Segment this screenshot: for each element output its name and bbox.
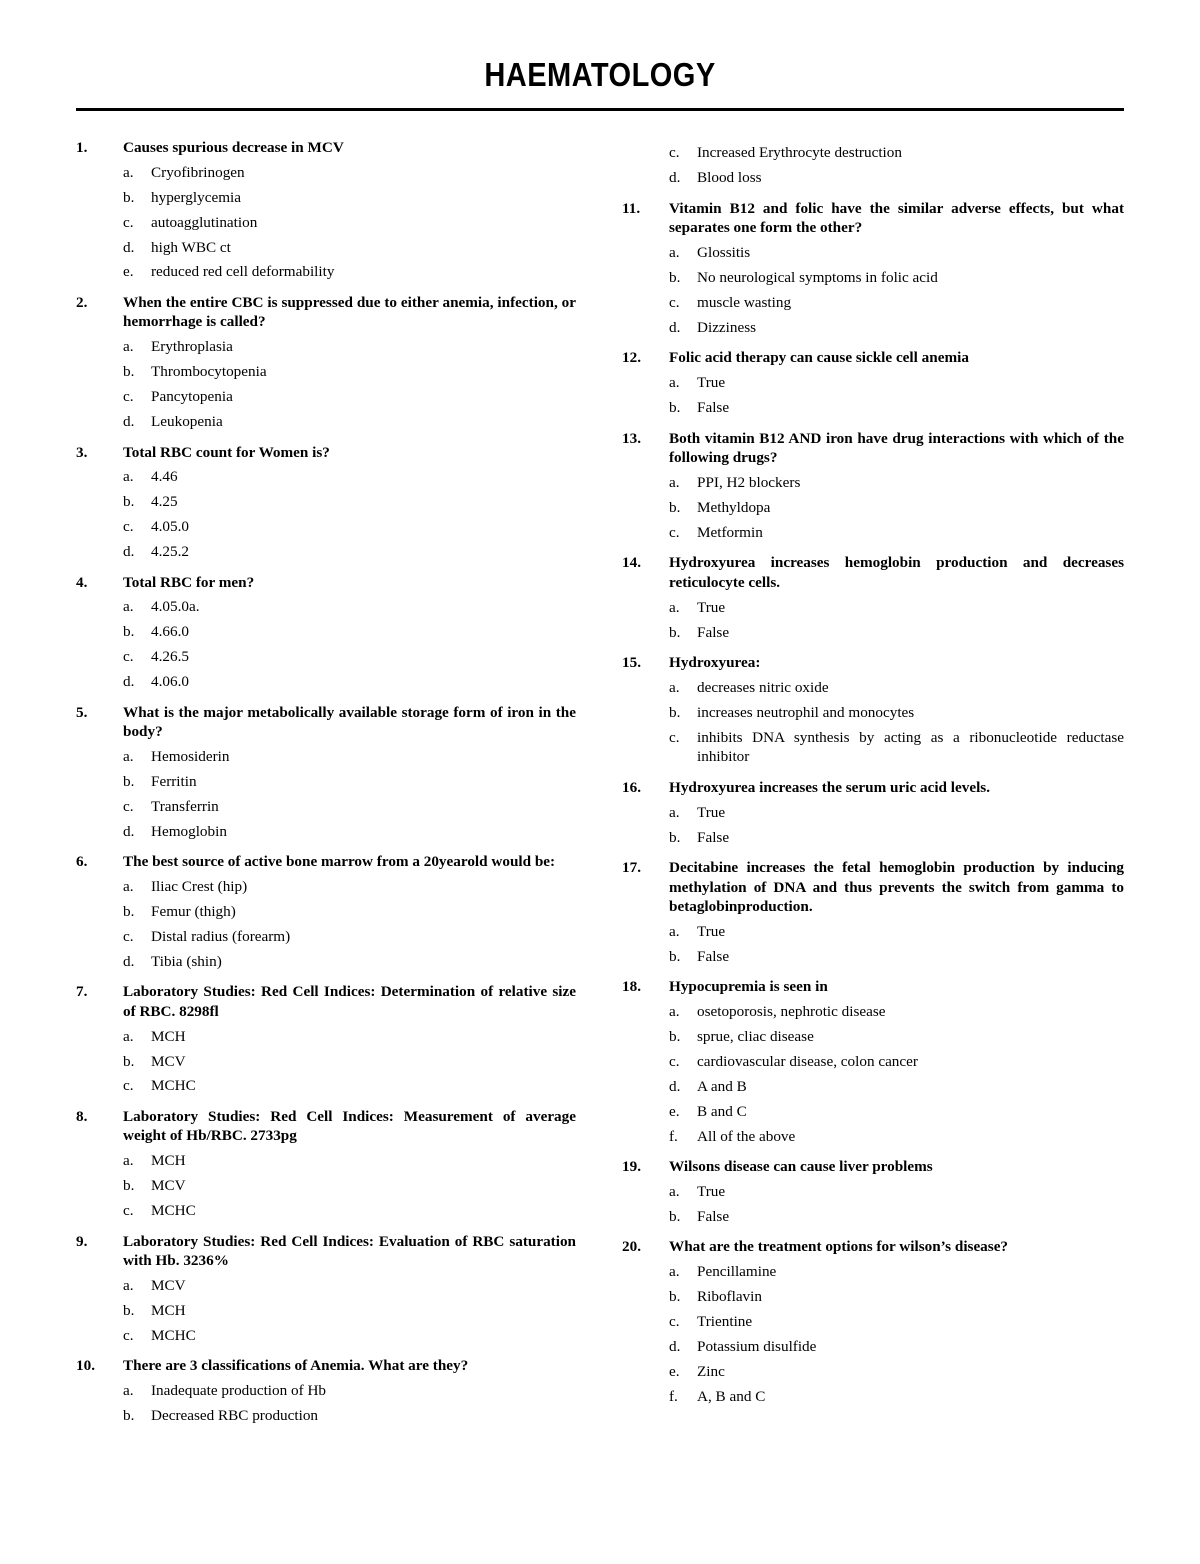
option-text: Pancytopenia <box>151 388 233 406</box>
option-letter: b. <box>123 623 135 641</box>
option-letter: b. <box>669 1288 681 1306</box>
option-text: 4.25 <box>151 493 178 511</box>
question-text: What are the treatment options for wilson’s disease? <box>669 1238 1009 1256</box>
page-title: HAEMATOLOGY <box>484 56 716 93</box>
question-number: 12. <box>622 349 641 367</box>
question-number: 11. <box>622 199 641 217</box>
question-header <box>622 858 1124 917</box>
question-item <box>622 1237 1124 1406</box>
question-text: Laboratory Studies: Red Cell Indices: Determination of relative size of RBC. 8298fl <box>123 983 576 1020</box>
option-text: Glossitis <box>697 244 751 262</box>
answer-option <box>669 143 1124 163</box>
answer-option <box>123 238 576 258</box>
question-header <box>76 443 576 463</box>
question-text: Vitamin B12 and folic have the similar adverse effects, but what separates one form the other? <box>669 199 1124 237</box>
option-text: MCV <box>151 1052 186 1070</box>
option-letter: c. <box>123 518 134 536</box>
question-item <box>76 573 576 692</box>
option-letter: b. <box>669 498 681 516</box>
question-text: Hydroxyurea increases hemoglobin production and decreases reticulocyte cells. <box>669 554 1124 591</box>
option-text: Cryofibrinogen <box>151 163 245 181</box>
option-letter: c. <box>123 1077 134 1095</box>
option-letter: c. <box>123 213 134 231</box>
option-text: decreases nitric oxide <box>697 678 829 696</box>
answer-option <box>669 1102 1124 1122</box>
question-item <box>622 858 1124 966</box>
question-header <box>76 852 576 872</box>
option-text: MCH <box>151 1301 186 1319</box>
question-number: 2. <box>76 293 88 311</box>
option-letter: b. <box>669 1207 681 1225</box>
answer-option <box>123 1381 576 1401</box>
question-number: 17. <box>622 859 641 877</box>
option-letter: f. <box>669 1127 678 1145</box>
question-text: Total RBC count for Women is? <box>123 443 330 461</box>
option-letter: a. <box>123 598 134 616</box>
option-text: muscle wasting <box>697 293 792 311</box>
option-text: Transferrin <box>151 797 219 815</box>
question-number: 13. <box>622 429 641 447</box>
answer-option <box>123 1326 576 1346</box>
answer-option <box>123 927 576 947</box>
question-number: 8. <box>76 1107 88 1125</box>
question-header <box>622 1157 1124 1177</box>
option-letter: a. <box>669 1003 680 1021</box>
option-text: MCHC <box>151 1077 196 1095</box>
option-letter: a. <box>123 1027 134 1045</box>
option-letter: a. <box>123 748 134 766</box>
answer-option <box>123 647 576 667</box>
question-number: 20. <box>622 1238 641 1256</box>
option-text: increases neutrophil and monocytes <box>697 703 915 721</box>
answer-option <box>123 387 576 407</box>
question-header <box>76 1232 576 1271</box>
answer-option <box>669 1052 1124 1072</box>
option-letter: c. <box>669 293 680 311</box>
answer-option <box>669 1387 1124 1407</box>
option-text: reduced red cell deformability <box>151 263 335 281</box>
answer-option <box>123 1076 576 1096</box>
option-text: Trientine <box>697 1313 753 1331</box>
option-letter: b. <box>123 772 135 790</box>
answer-option <box>123 622 576 642</box>
answer-option <box>669 398 1124 418</box>
option-text: Erythroplasia <box>151 338 233 356</box>
question-number: 7. <box>76 983 88 1001</box>
option-letter: c. <box>123 797 134 815</box>
question-text: When the entire CBC is suppressed due to either anemia, infection, or hemorrhage is called? <box>123 293 576 331</box>
answer-option <box>123 492 576 512</box>
option-text: inhibits DNA synthesis by acting as a ribonucleotide reductase inhibitor <box>697 728 1124 766</box>
answer-option <box>123 672 576 692</box>
option-text: Hemosiderin <box>151 748 230 766</box>
question-text: Total RBC for men? <box>123 573 255 591</box>
answer-option <box>669 168 1124 188</box>
option-letter: c. <box>669 1052 680 1070</box>
option-text: B and C <box>697 1102 747 1120</box>
question-header <box>76 138 576 158</box>
option-text: Hemoglobin <box>151 822 227 840</box>
question-number: 6. <box>76 853 88 871</box>
answer-option <box>123 1052 576 1072</box>
question-text: Hydroxyurea increases the serum uric acid levels. <box>669 778 991 796</box>
option-letter: a. <box>123 468 134 486</box>
question-text: Causes spurious decrease in MCV <box>123 139 344 156</box>
option-letter: a. <box>123 878 134 896</box>
answer-option <box>123 188 576 208</box>
answer-option <box>123 542 576 562</box>
option-letter: d. <box>123 822 135 840</box>
option-text: Increased Erythrocyte destruction <box>697 144 902 162</box>
answer-option <box>123 1301 576 1321</box>
option-letter: c. <box>123 1202 134 1220</box>
question-item <box>622 778 1124 847</box>
option-text: True <box>697 922 726 940</box>
question-header <box>622 977 1124 997</box>
answer-option <box>669 498 1124 518</box>
answer-option <box>669 728 1124 767</box>
answer-option <box>669 1337 1124 1357</box>
answer-option <box>123 1276 576 1296</box>
question-header <box>622 348 1124 368</box>
question-header <box>622 429 1124 468</box>
option-letter: a. <box>669 474 680 492</box>
answer-option <box>123 1027 576 1047</box>
option-letter: a. <box>669 678 680 696</box>
answer-option <box>669 1077 1124 1097</box>
answer-option <box>669 473 1124 493</box>
answer-option <box>669 598 1124 618</box>
option-text: True <box>697 803 726 821</box>
answer-option <box>123 902 576 922</box>
question-text: What is the major metabolically available storage form of iron in the body? <box>123 703 576 741</box>
question-header <box>622 653 1124 673</box>
question-item <box>76 1107 576 1221</box>
option-letter: c. <box>123 648 134 666</box>
option-text: MCV <box>151 1277 186 1294</box>
answer-option <box>123 822 576 842</box>
answer-option <box>669 828 1124 848</box>
option-letter: b. <box>669 947 681 965</box>
answer-option <box>669 318 1124 338</box>
answer-option <box>123 213 576 233</box>
left-column <box>76 138 576 1437</box>
question-item <box>76 852 576 971</box>
answer-option <box>669 373 1124 393</box>
answer-option <box>669 1262 1124 1282</box>
option-text: 4.26.5 <box>151 648 189 666</box>
answer-option <box>669 1127 1124 1147</box>
option-letter: b. <box>123 363 135 381</box>
option-text: autoagglutination <box>151 213 258 231</box>
option-text: Iliac Crest (hip) <box>151 878 248 896</box>
option-text: False <box>697 947 730 965</box>
option-letter: a. <box>669 1183 680 1201</box>
right-column <box>622 138 1124 1417</box>
option-text: Leukopenia <box>151 413 223 431</box>
question-number: 16. <box>622 778 641 796</box>
option-text: MCHC <box>151 1326 196 1344</box>
question-number: 5. <box>76 703 88 721</box>
option-text: True <box>697 1183 726 1201</box>
option-letter: a. <box>123 1152 134 1170</box>
question-number: 15. <box>622 654 641 672</box>
option-letter: a. <box>669 1263 680 1281</box>
question-number: 10. <box>76 1357 95 1375</box>
answer-option <box>123 517 576 537</box>
question-item <box>76 982 576 1096</box>
answer-option <box>669 1027 1124 1047</box>
option-text: False <box>697 623 730 641</box>
question-number: 18. <box>622 978 641 996</box>
option-letter: b. <box>123 1407 135 1425</box>
option-text: 4.06.0 <box>151 673 189 691</box>
option-letter: d. <box>123 543 135 561</box>
option-text: MCV <box>151 1177 186 1195</box>
option-text: cardiovascular disease, colon cancer <box>697 1052 918 1070</box>
answer-option <box>669 1182 1124 1202</box>
option-text: False <box>697 399 730 417</box>
question-number: 3. <box>76 443 88 461</box>
option-letter: a. <box>123 1382 134 1400</box>
option-text: No neurological symptoms in folic acid <box>697 269 938 287</box>
option-letter: d. <box>123 952 135 970</box>
option-text: Thrombocytopenia <box>151 363 267 381</box>
question-text: Hydroxyurea: <box>669 654 761 672</box>
question-text: The best source of active bone marrow from a 20yearold would be: <box>123 853 556 871</box>
question-number: 9. <box>76 1232 88 1250</box>
option-text: 4.25.2 <box>151 543 189 561</box>
option-letter: b. <box>669 828 681 846</box>
answer-option <box>123 747 576 767</box>
option-letter: a. <box>669 598 680 616</box>
question-item <box>76 293 576 432</box>
option-text: Inadequate production of Hb <box>151 1382 327 1400</box>
question-text: Folic acid therapy can cause sickle cell anemia <box>669 349 969 367</box>
answer-option <box>123 412 576 432</box>
question-text: Both vitamin B12 AND iron have drug interactions with which of the following drugs? <box>669 429 1124 467</box>
option-text: Blood loss <box>697 169 762 187</box>
answer-option <box>669 623 1124 643</box>
option-text: A and B <box>697 1077 747 1095</box>
option-text: False <box>697 828 730 846</box>
option-letter: b. <box>669 269 681 287</box>
question-header <box>76 1356 576 1376</box>
question-header <box>76 1107 576 1146</box>
option-text: hyperglycemia <box>151 188 241 206</box>
answer-option <box>123 362 576 382</box>
option-text: sprue, cliac disease <box>697 1028 814 1046</box>
option-text: True <box>697 598 726 616</box>
option-letter: d. <box>669 169 681 187</box>
question-item <box>622 429 1124 543</box>
option-letter: c. <box>123 927 134 945</box>
option-text: osetoporosis, nephrotic disease <box>697 1003 886 1021</box>
option-letter: b. <box>123 1052 135 1070</box>
question-number: 14. <box>622 554 641 572</box>
answer-option <box>123 877 576 897</box>
answer-option <box>123 797 576 817</box>
option-letter: b. <box>123 188 135 206</box>
option-letter: f. <box>669 1387 678 1405</box>
question-item <box>76 443 576 562</box>
option-letter: c. <box>669 728 680 746</box>
answer-option <box>669 1362 1124 1382</box>
question-header <box>622 778 1124 798</box>
option-letter: d. <box>123 673 135 691</box>
question-number: 19. <box>622 1158 641 1176</box>
option-letter: c. <box>123 388 134 406</box>
question-header <box>76 573 576 593</box>
answer-option <box>123 772 576 792</box>
option-letter: c. <box>123 1326 134 1344</box>
option-letter: b. <box>123 493 135 511</box>
option-text: 4.46 <box>151 468 178 486</box>
option-text: Pencillamine <box>697 1263 777 1281</box>
question-item <box>622 653 1124 767</box>
question-text: Laboratory Studies: Red Cell Indices: Measurement of average weight of Hb/RBC. 2733pg <box>123 1107 576 1145</box>
option-letter: b. <box>669 703 681 721</box>
option-text: Dizziness <box>697 318 757 336</box>
option-letter: b. <box>123 1177 135 1195</box>
option-letter: a. <box>123 338 134 356</box>
option-text: Metformin <box>697 523 763 541</box>
option-letter: e. <box>669 1102 680 1120</box>
answer-option <box>669 1312 1124 1332</box>
question-item <box>622 348 1124 417</box>
option-text: Femur (thigh) <box>151 902 236 920</box>
answer-option <box>669 523 1124 543</box>
question-item <box>76 138 576 282</box>
question-item <box>622 553 1124 642</box>
answer-option <box>669 1002 1124 1022</box>
option-text: False <box>697 1207 730 1225</box>
question-header <box>622 199 1124 238</box>
option-letter: a. <box>669 374 680 392</box>
question-text: Decitabine increases the fetal hemoglobin production by inducing methylation of DNA and thus prevents the switch from gamma to betaglobinproduction. <box>669 859 1124 916</box>
answer-option <box>123 467 576 487</box>
option-letter: c. <box>669 144 680 162</box>
answer-option <box>669 243 1124 263</box>
question-text: Wilsons disease can cause liver problems <box>669 1158 933 1176</box>
question-number: 4. <box>76 573 88 591</box>
option-text: True <box>697 374 726 392</box>
option-text: high WBC ct <box>151 238 231 256</box>
question-item <box>76 1356 576 1425</box>
option-letter: d. <box>669 1077 681 1095</box>
option-letter: e. <box>669 1362 680 1380</box>
option-letter: b. <box>669 623 681 641</box>
answer-option <box>669 1207 1124 1227</box>
option-letter: b. <box>669 399 681 417</box>
option-letter: a. <box>669 244 680 262</box>
option-text: PPI, H2 blockers <box>697 474 801 492</box>
answer-option <box>123 163 576 183</box>
question-text: Hypocupremia is seen in <box>669 978 828 996</box>
answer-option <box>669 293 1124 313</box>
title-divider <box>76 108 1124 111</box>
option-letter: a. <box>669 922 680 940</box>
option-text: MCH <box>151 1027 186 1045</box>
answer-option <box>123 597 576 617</box>
question-item <box>76 1232 576 1346</box>
option-letter: d. <box>123 238 135 256</box>
answer-option <box>669 947 1124 967</box>
question-item <box>76 703 576 842</box>
option-letter: b. <box>123 902 135 920</box>
option-text: Tibia (shin) <box>151 952 222 970</box>
option-text: MCHC <box>151 1202 196 1220</box>
question-header <box>76 293 576 332</box>
option-text: MCH <box>151 1152 186 1170</box>
option-letter: a. <box>123 163 134 181</box>
option-text: Distal radius (forearm) <box>151 927 291 945</box>
option-text: Riboflavin <box>697 1288 762 1306</box>
question-header <box>76 703 576 742</box>
answer-option <box>123 1151 576 1171</box>
option-text: Potassium disulfide <box>697 1338 817 1355</box>
answer-option <box>669 922 1124 942</box>
answer-option <box>669 678 1124 698</box>
answer-option <box>123 337 576 357</box>
option-text: Methyldopa <box>697 498 771 516</box>
option-text: All of the above <box>697 1127 796 1145</box>
question-header <box>76 982 576 1021</box>
question-text: There are 3 classifications of Anemia. What are they? <box>123 1357 469 1375</box>
option-text: 4.05.0a. <box>151 598 200 616</box>
option-text: A, B and C <box>697 1387 766 1405</box>
option-text: 4.05.0 <box>151 518 189 536</box>
question-item <box>622 143 1124 187</box>
option-letter: b. <box>669 1028 681 1046</box>
question-item <box>622 199 1124 338</box>
question-number: 1. <box>76 139 88 156</box>
answer-option <box>123 1176 576 1196</box>
answer-option <box>123 1406 576 1426</box>
option-letter: e. <box>123 263 134 281</box>
option-text: 4.66.0 <box>151 623 189 641</box>
answer-option <box>669 803 1124 823</box>
answer-option <box>123 262 576 282</box>
answer-option <box>123 1201 576 1221</box>
answer-option <box>123 952 576 972</box>
question-text: Laboratory Studies: Red Cell Indices: Evaluation of RBC saturation with Hb. 3236% <box>123 1232 576 1270</box>
answer-option <box>669 703 1124 723</box>
question-item <box>622 1157 1124 1226</box>
option-letter: d. <box>669 1338 681 1355</box>
answer-option <box>669 268 1124 288</box>
option-text: Zinc <box>697 1362 725 1380</box>
question-header <box>622 1237 1124 1257</box>
option-letter: a. <box>123 1277 134 1294</box>
option-letter: b. <box>123 1301 135 1319</box>
option-letter: a. <box>669 803 680 821</box>
option-letter: c. <box>669 1313 680 1331</box>
option-letter: d. <box>669 318 681 336</box>
option-letter: d. <box>123 413 135 431</box>
option-letter: c. <box>669 523 680 541</box>
question-header <box>622 553 1124 592</box>
option-text: Decreased RBC production <box>151 1407 319 1425</box>
option-text: Ferritin <box>151 772 197 790</box>
answer-option <box>669 1287 1124 1307</box>
question-item <box>622 977 1124 1146</box>
